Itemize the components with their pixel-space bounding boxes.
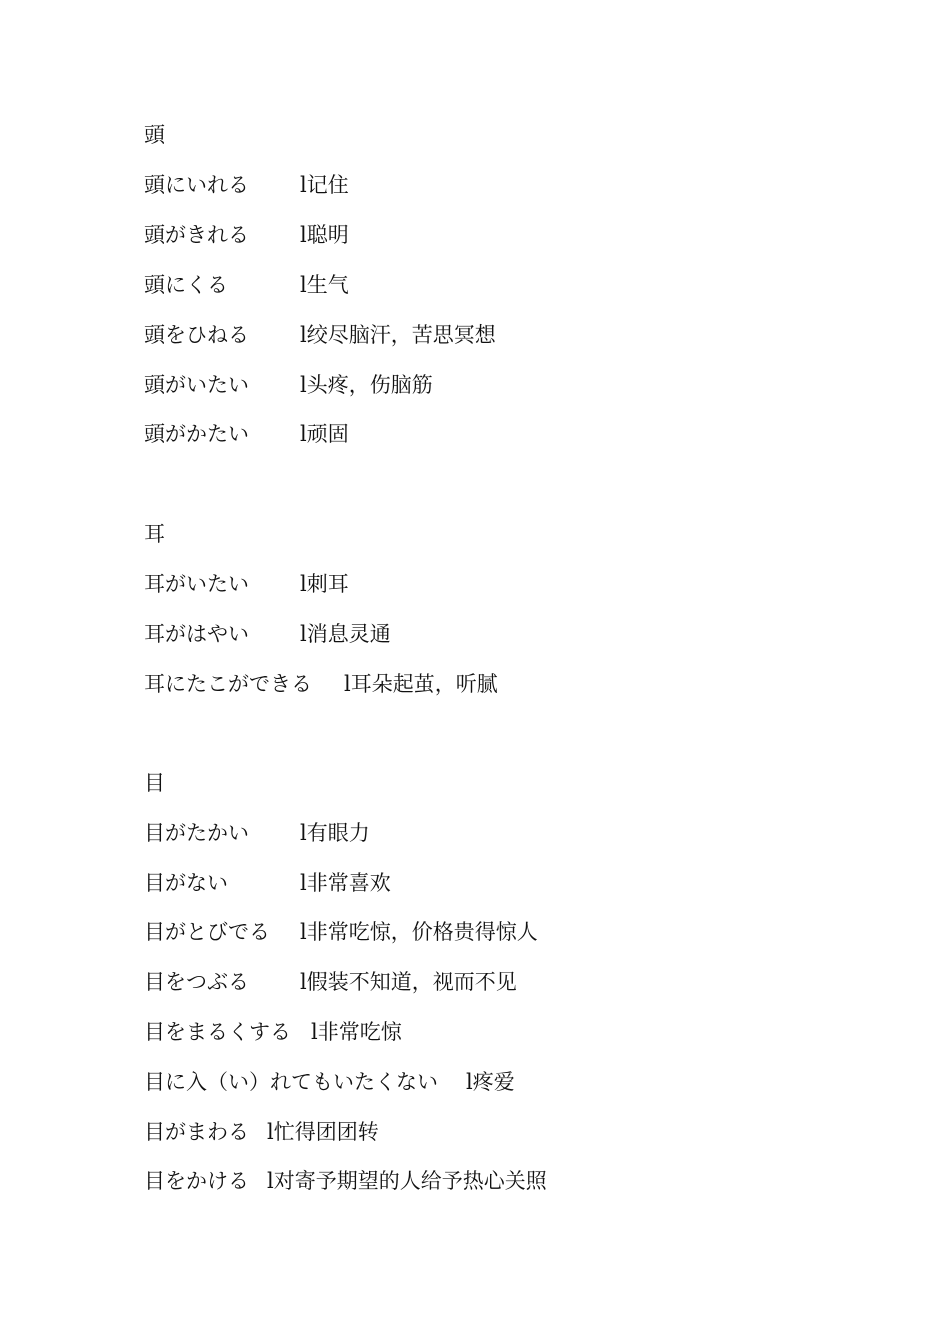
entry-term: 頭にくる <box>144 273 228 297</box>
entry-meaning: l生气 <box>300 273 349 297</box>
entry-meaning: l对寄予期望的人给予热心关照 <box>267 1169 547 1193</box>
entry-term: 頭にいれる <box>144 173 249 197</box>
separator-mark: l <box>300 373 307 397</box>
separator-mark: l <box>300 223 307 247</box>
entry-line <box>144 1069 515 1095</box>
entry-line <box>144 1019 402 1045</box>
separator-mark: l <box>300 871 307 895</box>
entry-meaning: l头疼，伤脑筋 <box>300 373 433 397</box>
entry-term: 目に入（い）れてもいたくない <box>144 1070 438 1094</box>
separator-mark: l <box>300 173 307 197</box>
entry-meaning: l刺耳 <box>300 572 349 596</box>
entry-term: 耳がいたい <box>144 572 249 596</box>
entry-line <box>144 222 349 248</box>
separator-mark: l <box>300 572 307 596</box>
entry-line <box>144 372 433 398</box>
entry-term: 頭がかたい <box>144 422 249 446</box>
entry-meaning: l非常吃惊，价格贵得惊人 <box>300 920 538 944</box>
entry-line <box>144 671 498 697</box>
entry-term: 目がとびでる <box>144 920 270 944</box>
entry-line <box>144 621 391 647</box>
entry-line <box>144 571 349 597</box>
entry-meaning: l记住 <box>300 173 349 197</box>
entry-meaning: l绞尽脑汗，苦思冥想 <box>300 323 496 347</box>
separator-mark: l <box>267 1169 274 1193</box>
entry-line <box>144 1119 379 1145</box>
separator-mark: l <box>300 273 307 297</box>
entry-term: 目をかける <box>144 1169 249 1193</box>
separator-mark: l <box>300 323 307 347</box>
entry-term: 耳にたこができる <box>144 672 312 696</box>
separator-mark: l <box>300 821 307 845</box>
separator-mark: l <box>466 1070 473 1094</box>
entry-term: 目がない <box>144 871 228 895</box>
section-title-head: 頭 <box>144 123 165 147</box>
entry-line <box>144 421 349 447</box>
entry-meaning: l非常喜欢 <box>300 871 391 895</box>
entry-term: 目をつぶる <box>144 970 249 994</box>
entry-term: 頭がきれる <box>144 223 249 247</box>
entry-meaning: l耳朵起茧，听腻 <box>344 672 498 696</box>
entry-term: 目をまるくする <box>144 1020 291 1044</box>
entry-line <box>144 1168 547 1194</box>
entry-meaning: l假装不知道，视而不见 <box>300 970 517 994</box>
entry-meaning: l非常吃惊 <box>311 1020 402 1044</box>
entry-meaning: l消息灵通 <box>300 622 391 646</box>
separator-mark: l <box>311 1020 318 1044</box>
separator-mark: l <box>267 1120 274 1144</box>
entry-line <box>144 870 391 896</box>
entry-meaning: l有眼力 <box>300 821 370 845</box>
entry-line <box>144 272 349 298</box>
section-title-ear: 耳 <box>144 522 165 546</box>
entry-line <box>144 820 370 846</box>
separator-mark: l <box>300 422 307 446</box>
entry-meaning: l顽固 <box>300 422 349 446</box>
separator-mark: l <box>300 920 307 944</box>
separator-mark: l <box>344 672 351 696</box>
entry-meaning: l聪明 <box>300 223 349 247</box>
separator-mark: l <box>300 622 307 646</box>
entry-line <box>144 172 349 198</box>
entry-meaning: l疼爱 <box>466 1070 515 1094</box>
entry-term: 目がまわる <box>144 1120 249 1144</box>
entry-meaning: l忙得团团转 <box>267 1120 379 1144</box>
section-title-eye: 目 <box>144 771 165 795</box>
entry-term: 耳がはやい <box>144 622 249 646</box>
entry-line <box>144 919 538 945</box>
separator-mark: l <box>300 970 307 994</box>
entry-line <box>144 969 517 995</box>
entry-term: 目がたかい <box>144 821 249 845</box>
entry-line <box>144 322 496 348</box>
entry-term: 頭をひねる <box>144 323 249 347</box>
entry-term: 頭がいたい <box>144 373 249 397</box>
